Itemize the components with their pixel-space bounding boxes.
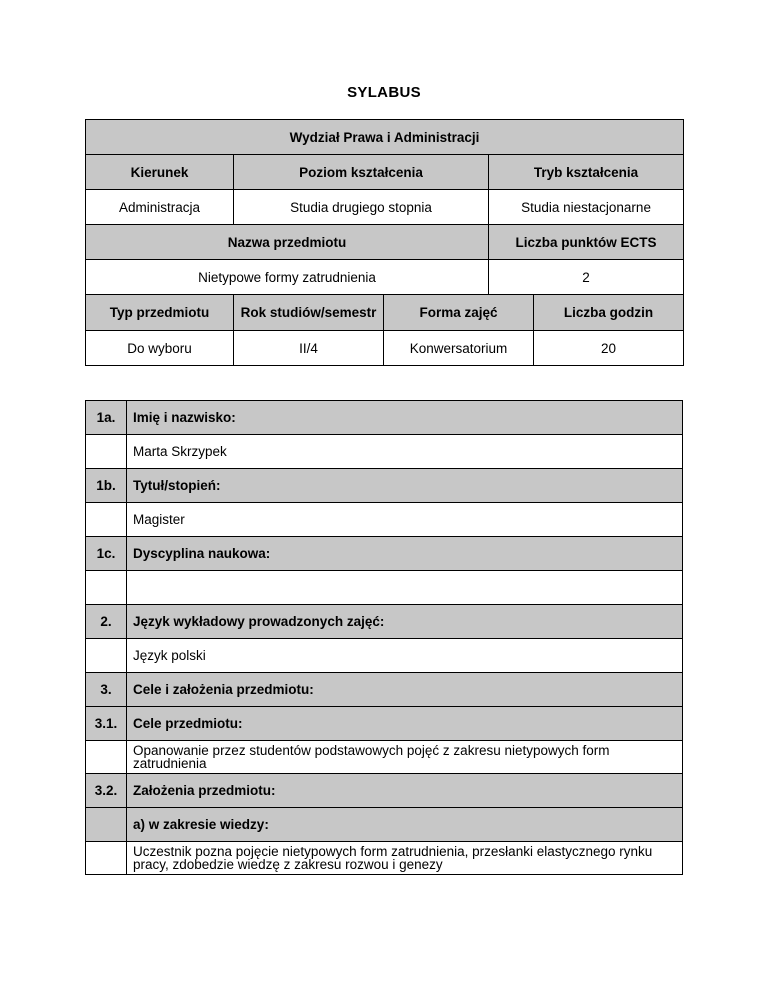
godziny-value: 20 [534,331,684,366]
section-value: Marta Skrzypek [127,435,683,469]
rok-value: II/4 [234,331,384,366]
section-label: Dyscyplina naukowa: [127,537,683,571]
forma-label: Forma zajęć [384,295,534,331]
section-value: Opanowanie przez studentów podstawowych pojęć z zakresu nietypowych form zatrudnienia [127,741,683,774]
section-value [127,571,683,605]
section-number: 1c. [86,537,127,571]
poziom-value: Studia drugiego stopnia [234,190,489,225]
section-label: Język wykładowy prowadzonych zajęć: [127,605,683,639]
godziny-label: Liczba godzin [534,295,684,331]
section-label: Cele i założenia przedmiotu: [127,673,683,707]
section-label: a) w zakresie wiedzy: [127,808,683,842]
kierunek-value: Administracja [86,190,234,225]
section-value: Magister [127,503,683,537]
ects-label: Liczba punktów ECTS [489,225,684,260]
section-number: 2. [86,605,127,639]
tryb-label: Tryb kształcenia [489,155,684,190]
section-label: Imię i nazwisko: [127,401,683,435]
poziom-label: Poziom kształcenia [234,155,489,190]
nazwa-value: Nietypowe formy zatrudnienia [86,260,489,295]
rok-label: Rok studiów/semestr [234,295,384,331]
syllabus-details-table [85,400,683,875]
nazwa-label: Nazwa przedmiotu [86,225,489,260]
section-number: 1a. [86,401,127,435]
document-title: SYLABUS [347,84,421,101]
section-number: 3. [86,673,127,707]
section-value: Uczestnik pozna pojęcie nietypowych form zatrudnienia, przesłanki elastycznego rynku pracy, zdobedzie wiedzę z zakresu rozwou i genezy [127,842,683,875]
kierunek-label: Kierunek [86,155,234,190]
tryb-value: Studia niestacjonarne [489,190,684,225]
section-label: Założenia przedmiotu: [127,774,683,808]
section-number: 1b. [86,469,127,503]
course-info-table [85,119,684,366]
typ-value: Do wyboru [86,331,234,366]
faculty-header: Wydział Prawa i Administracji [86,120,684,155]
section-label: Tytuł/stopień: [127,469,683,503]
section-label: Cele przedmiotu: [127,707,683,741]
forma-value: Konwersatorium [384,331,534,366]
typ-label: Typ przedmiotu [86,295,234,331]
section-number: 3.2. [86,774,127,808]
section-number: 3.1. [86,707,127,741]
ects-value: 2 [489,260,684,295]
section-value: Język polski [127,639,683,673]
